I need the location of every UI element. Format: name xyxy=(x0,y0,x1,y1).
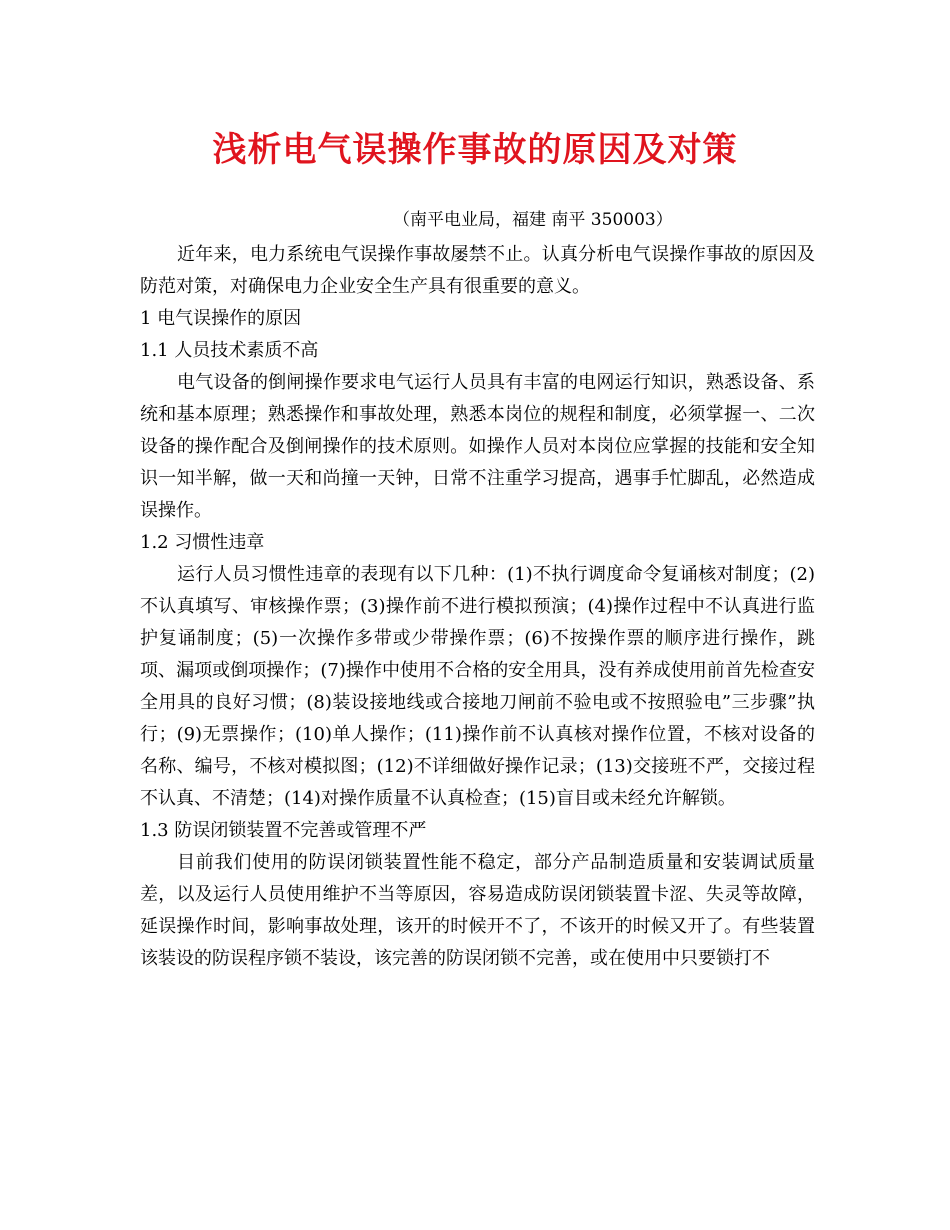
paragraph-1-2: 运行人员习惯性违章的表现有以下几种：(1)不执行调度命令复诵核对制度；(2)不认真填写、审核操作票；(3)操作前不进行模拟预演；(4)操作过程中不认真进行监护复诵制度；(5)一次操作多带或少带操作票；(6)不按操作票的顺序进行操作，跳项、漏项或倒项操作；(7)操作中使用不合格的安全用具，没有养成使用前首先检查安全用具的良好习惯；(8)装设接地线或合接地刀闸前不验电或不按照验电”三步骤”执行；(9)无票操作；(10)单人操作；(11)操作前不认真核对操作位置，不核对设备的名称、编号，不核对模拟图；(12)不详细做好操作记录；(13)交接班不严，交接过程不认真、不清楚；(14)对操作质量不认真检查；(15)盲目或未经允许解锁。 xyxy=(140,564,815,809)
document-title: 浅析电气误操作事故的原因及对策 xyxy=(212,130,738,170)
subsection-heading-1-1: 1.1 人员技术素质不高 xyxy=(140,340,319,361)
subsection-heading-1-3: 1.3 防误闭锁装置不完善或管理不严 xyxy=(140,820,427,841)
intro-paragraph: 近年来，电力系统电气误操作事故屡禁不止。认真分析电气误操作事故的原因及防范对策，对确保电力企业安全生产具有很重要的意义。 xyxy=(140,244,815,297)
paragraph-1-1: 电气设备的倒闸操作要求电气运行人员具有丰富的电网运行知识，熟悉设备、系统和基本原理；熟悉操作和事故处理，熟悉本岗位的规程和制度，必须掌握一、二次设备的操作配合及倒闸操作的技术原则。如操作人员对本岗位应掌握的技能和安全知识一知半解，做一天和尚撞一天钟，日常不注重学习提高，遇事手忙脚乱，必然造成误操作。 xyxy=(140,372,815,521)
subsection-heading-1-2: 1.2 习惯性违章 xyxy=(140,532,265,553)
document-body xyxy=(140,239,815,975)
paragraph-1-3: 目前我们使用的防误闭锁装置性能不稳定，部分产品制造质量和安装调试质量差，以及运行人员使用维护不当等原因，容易造成防误闭锁装置卡涩、失灵等故障，延误操作时间，影响事故处理，该开的时候开不了，不该开的时候又开了。有些装置该装设的防误程序锁不装设，该完善的防误闭锁不完善，或在使用中只要锁打不 xyxy=(140,852,815,969)
section-heading-1: 1 电气误操作的原因 xyxy=(140,308,302,329)
author-affiliation: （南平电业局，福建 南平 350003） xyxy=(393,210,673,230)
